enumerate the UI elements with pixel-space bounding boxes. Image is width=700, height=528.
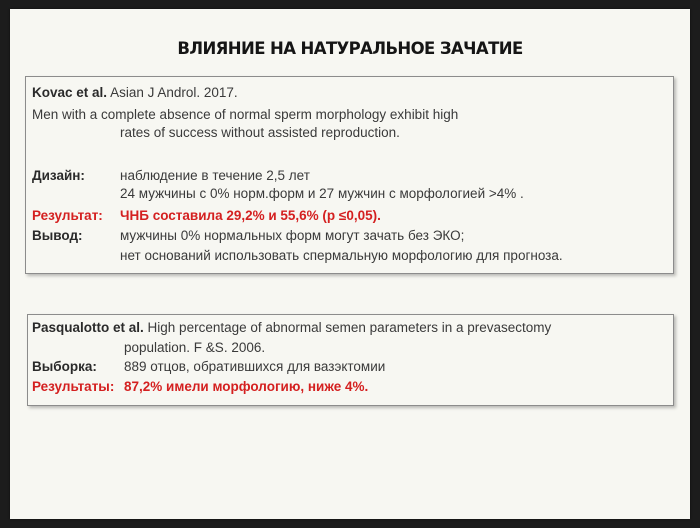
study1-design-line2: 24 мужчины с 0% норм.форм и 27 мужчин с морфологией >4% . (120, 186, 524, 201)
study1-design-label: Дизайн: (32, 168, 85, 183)
study1-conclusion-line2: нет оснований использовать спермальную морфологию для прогноза. (120, 248, 563, 263)
study2-summary-line2: population. F &S. 2006. (124, 340, 266, 355)
study1-journal: Asian J Androl. 2017. (110, 85, 238, 100)
study2-sample-text: 889 отцов, обратившихся для вазэктомии (124, 359, 386, 374)
study2-results-text: 87,2% имели морфологию, ниже 4%. (124, 379, 369, 394)
study2-results-label: Результаты: (32, 379, 115, 394)
study2-sample-label: Выборка: (32, 359, 97, 374)
study1-summary-line1: Men with a complete absence of normal sperm morphology exhibit high (32, 107, 459, 122)
study1-result-text: ЧНБ составила 29,2% и 55,6% (p ≤0,05). (120, 208, 381, 223)
study1-citation (32, 85, 238, 100)
study1-conclusion-line1: мужчины 0% нормальных форм могут зачать без ЭКО; (120, 228, 465, 243)
study2-summary-line1: High percentage of abnormal semen parameters in a prevasectomy (147, 320, 552, 335)
slide (10, 9, 690, 519)
study1-result-label: Результат: (32, 208, 103, 223)
slide-title: ВЛИЯНИЕ НА НАТУРАЛЬНОЕ ЗАЧАТИЕ (177, 39, 523, 58)
study1-conclusion-label: Вывод: (32, 228, 83, 243)
study2-author: Pasqualotto et al. (32, 320, 144, 335)
study1-author: Kovac et al. (32, 85, 108, 100)
study2-citation (32, 320, 551, 335)
study1-design-line1: наблюдение в течение 2,5 лет (120, 168, 310, 183)
study1-summary-line2: rates of success without assisted reproduction. (120, 125, 400, 140)
